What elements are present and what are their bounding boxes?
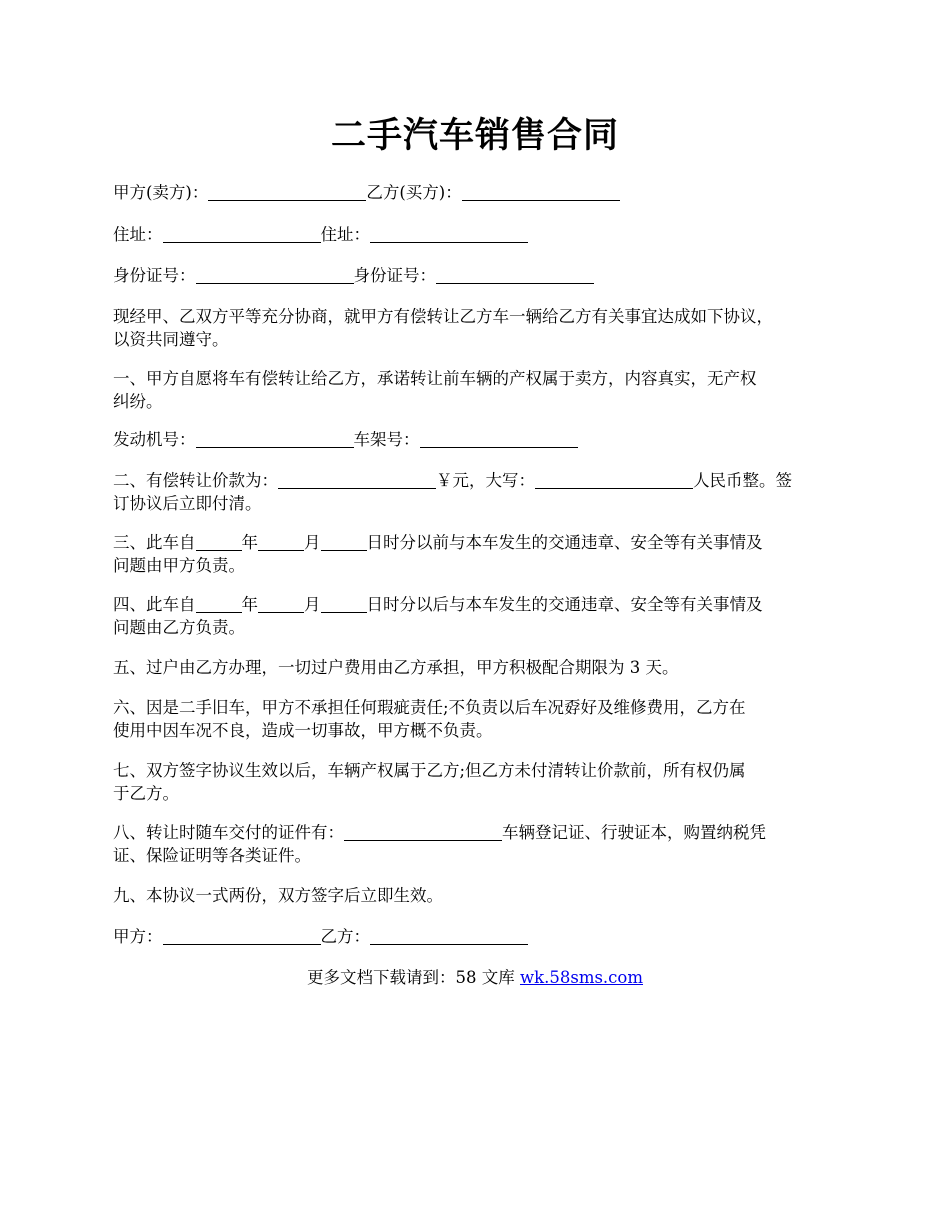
buyer-address-label: 住址： (320, 225, 370, 244)
clause-3-month-label: 月 (304, 533, 321, 552)
clause-4-month-label: 月 (304, 595, 321, 614)
clause-4-year-blank[interactable] (196, 595, 242, 613)
vehicle-numbers-line (113, 428, 853, 451)
clause-1 (113, 367, 853, 413)
signature-line (113, 925, 853, 948)
clause-2 (113, 469, 853, 515)
clause-3-year-label: 年 (241, 533, 258, 552)
clause-4-day-blank[interactable] (321, 595, 367, 613)
clause-5-line-1: 五、过户由乙方办理，一切过户费用由乙方承担，甲方积极配合期限为 3 天。 (113, 658, 679, 677)
clause-2-mid: ￥元，大写： (436, 471, 535, 490)
price-number-blank[interactable] (278, 471, 436, 489)
clause-4 (113, 593, 853, 639)
clause-3-line-1 (113, 531, 853, 554)
buyer-address-blank[interactable] (370, 225, 528, 243)
party-b-signature-label: 乙方： (320, 927, 370, 946)
clause-4-month-blank[interactable] (258, 595, 304, 613)
buyer-id-blank[interactable] (436, 266, 594, 284)
clause-9-line-1: 九、本协议一式两份，双方签字后立即生效。 (113, 886, 443, 905)
clause-4-prefix: 四、此车自 (113, 595, 196, 614)
clause-8-line-2: 证、保险证明等各类证件。 (113, 846, 311, 865)
clause-1-line-2: 纠纷。 (113, 392, 163, 411)
price-words-blank[interactable] (535, 471, 693, 489)
clause-7-line-1: 七、双方签字协议生效以后，车辆产权属于乙方;但乙方未付清转让价款前，所有权仍属 (113, 761, 746, 780)
seller-id-blank[interactable] (196, 266, 354, 284)
clause-2-line-2: 订协议后立即付清。 (113, 494, 262, 513)
party-names-line (113, 181, 853, 204)
party-a-signature-label: 甲方： (113, 927, 163, 946)
footer (0, 966, 950, 989)
clause-6-line-2: 使用中因车况不良，造成一切事故，甲方概不负责。 (113, 721, 493, 740)
clause-7-line-2: 于乙方。 (113, 784, 179, 803)
clause-8-suffix: 车辆登记证、行驶证本，购置纳税凭 (502, 823, 766, 842)
buyer-id-label: 身份证号： (353, 266, 436, 285)
clause-4-year-label: 年 (241, 595, 258, 614)
footer-text: 更多文档下载请到：58 文库 (306, 968, 520, 987)
clause-8-prefix: 八、转让时随车交付的证件有： (113, 823, 344, 842)
clause-3-day-blank[interactable] (321, 533, 367, 551)
address-line (113, 223, 853, 246)
frame-number-label: 车架号： (353, 430, 420, 449)
clause-4-line-2: 问题由乙方负责。 (113, 618, 245, 637)
clause-3-line-2: 问题由甲方负责。 (113, 556, 245, 575)
clause-2-line-1 (113, 469, 853, 492)
clause-3-suffix: 日时分以前与本车发生的交通违章、安全等有关事情及 (366, 533, 763, 552)
clause-3-prefix: 三、此车自 (113, 533, 196, 552)
frame-number-blank[interactable] (420, 430, 578, 448)
preamble-line-1: 现经甲、乙双方平等充分协商，就甲方有偿转让乙方车一辆给乙方有关事宜达成如下协议， (113, 307, 773, 326)
documents-blank[interactable] (344, 823, 502, 841)
clause-6-line-1: 六、因是二手旧车，甲方不承担任何瑕疵责任;不负责以后车况孬好及维修费用，乙方在 (113, 698, 746, 717)
clause-2-prefix: 二、有偿转让价款为： (113, 471, 278, 490)
preamble-paragraph (113, 305, 853, 351)
party-a-signature-blank[interactable] (163, 927, 321, 945)
clause-4-line-1 (113, 593, 853, 616)
buyer-name-blank[interactable] (462, 183, 620, 201)
seller-label: 甲方(卖方)： (113, 183, 209, 202)
seller-address-label: 住址： (113, 225, 163, 244)
seller-address-blank[interactable] (163, 225, 321, 243)
clause-2-suffix: 人民币整。签 (693, 471, 792, 490)
seller-name-blank[interactable] (208, 183, 366, 201)
clause-6 (113, 696, 853, 742)
clause-3-year-blank[interactable] (196, 533, 242, 551)
engine-number-blank[interactable] (196, 430, 354, 448)
preamble-line-2: 以资共同遵守。 (113, 330, 229, 349)
engine-number-label: 发动机号： (113, 430, 196, 449)
id-number-line (113, 264, 853, 287)
seller-id-label: 身份证号： (113, 266, 196, 285)
footer-link[interactable]: wk.58sms.com (519, 968, 643, 987)
clause-9 (113, 884, 853, 907)
clause-4-suffix: 日时分以后与本车发生的交通违章、安全等有关事情及 (366, 595, 763, 614)
contract-title: 二手汽车销售合同 (330, 116, 619, 156)
clause-8-line-1 (113, 821, 853, 844)
clause-3 (113, 531, 853, 577)
buyer-label: 乙方(买方)： (366, 183, 462, 202)
clause-5 (113, 656, 853, 679)
clause-1-line-1: 一、甲方自愿将车有偿转让给乙方，承诺转让前车辆的产权属于卖方，内容真实，无产权 (113, 369, 757, 388)
clause-3-month-blank[interactable] (258, 533, 304, 551)
clause-7 (113, 759, 853, 805)
clause-8 (113, 821, 853, 867)
party-b-signature-blank[interactable] (370, 927, 528, 945)
